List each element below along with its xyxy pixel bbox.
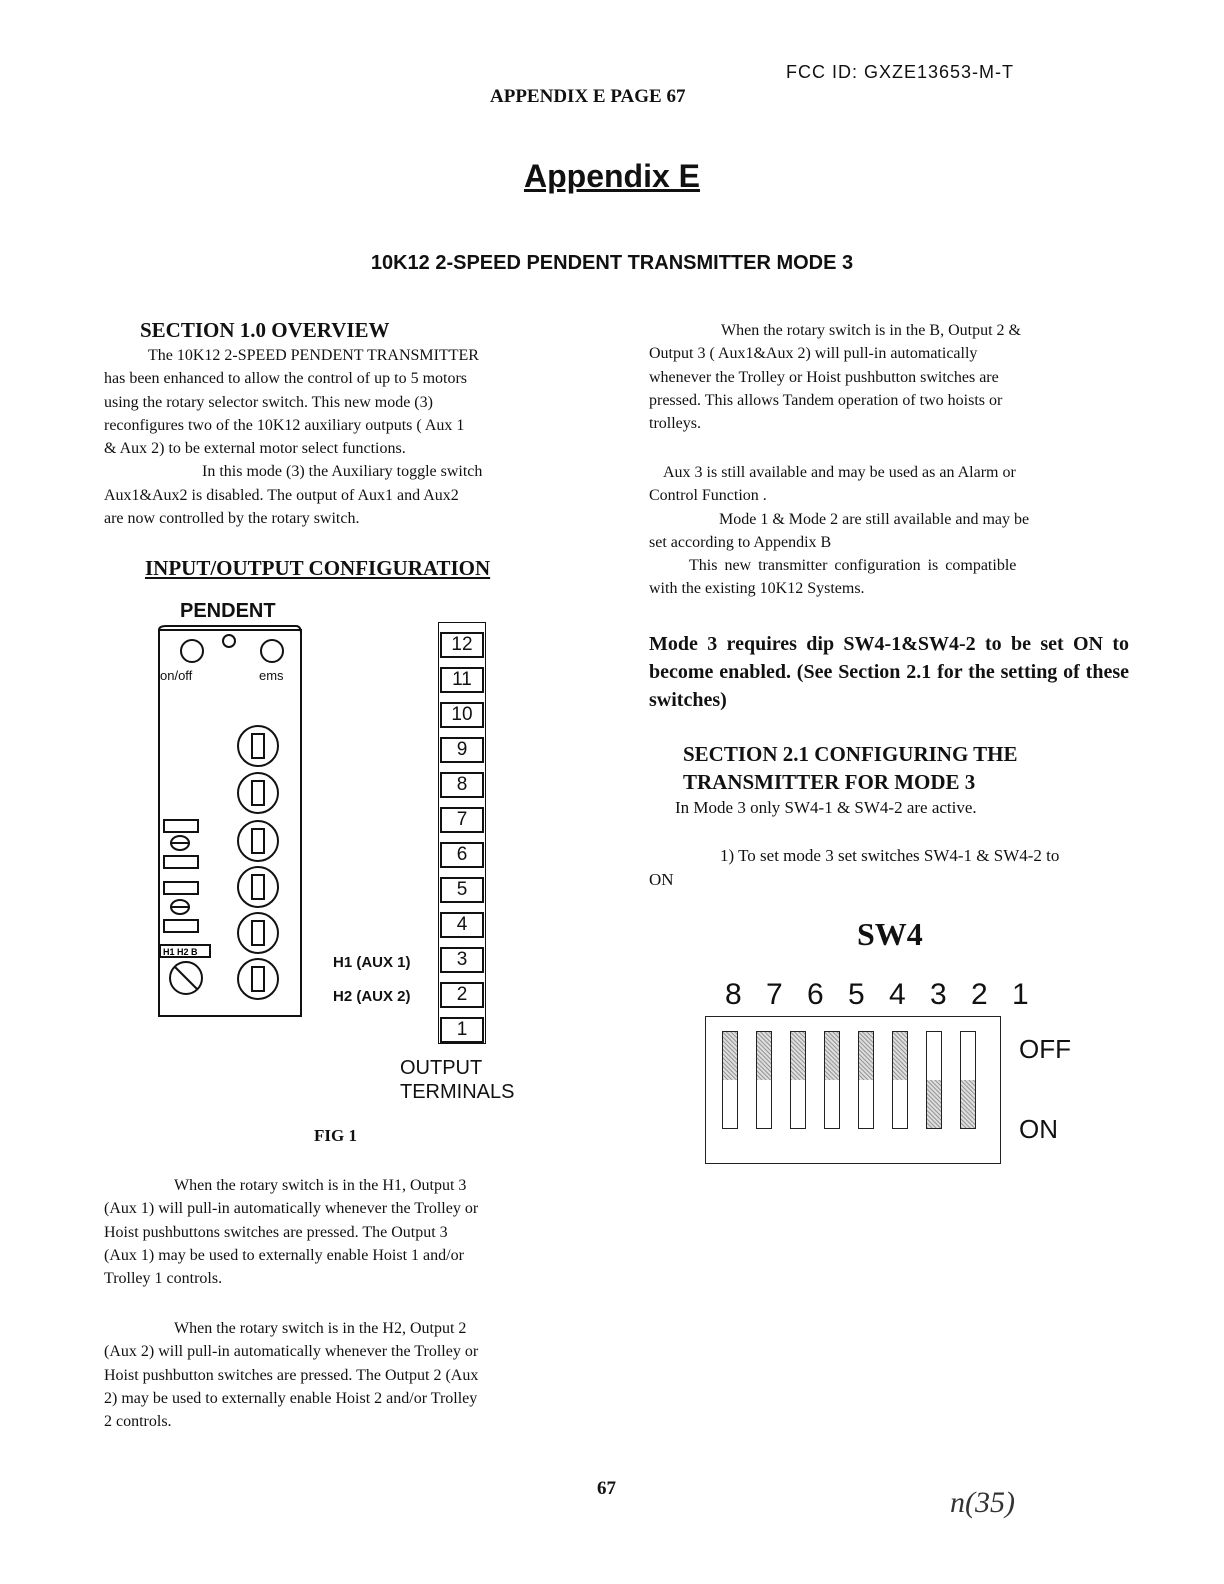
sw4-dip-switch: [705, 1016, 1001, 1164]
body-line: When the rotary switch is in the B, Output 2 &: [721, 322, 1021, 339]
dip-toggle-6[interactable]: [790, 1031, 806, 1129]
terminal-9: 9: [440, 737, 484, 763]
body-line: are now controlled by the rotary switch.: [104, 510, 360, 528]
body-line: Hoist pushbutton switches are pressed. The Output 2 (Aux: [104, 1366, 479, 1384]
body-line: Mode 1 & Mode 2 are still available and may be: [719, 510, 1030, 528]
h1-paragraph-text: [104, 1174, 584, 1290]
onoff-label: on/off: [160, 668, 193, 683]
pendent-label: PENDENT: [180, 600, 276, 622]
output-terminals-label: [400, 1056, 514, 1104]
body-line: & Aux 2) to be external motor select functions.: [104, 440, 406, 458]
dip-toggle-lever: [961, 1080, 975, 1128]
aux-toggle-icons: [164, 820, 198, 932]
pendent-diagram: [156, 624, 306, 1020]
aux3-paragraph-text: [649, 461, 1129, 601]
body-line: 2 controls.: [104, 1413, 172, 1431]
body-line: (Aux 2) will pull-in automatically whenever the Trolley or: [104, 1343, 479, 1361]
body-line: Control Function .: [649, 487, 767, 505]
terminal-6: 6: [440, 842, 484, 868]
dip-toggle-4[interactable]: [858, 1031, 874, 1129]
section-1-heading: SECTION 1.0 OVERVIEW: [140, 318, 390, 342]
terminal-2: 2: [440, 982, 484, 1008]
dip-toggle-lever: [893, 1032, 907, 1080]
dip-toggle-5[interactable]: [824, 1031, 840, 1129]
body-line: Aux1&Aux2 is disabled. The output of Aux1 and Aux2: [104, 486, 459, 504]
page-header: APPENDIX E PAGE 67: [490, 86, 686, 107]
fcc-id: FCC ID: GXZE13653-M-T: [786, 62, 1015, 82]
body-line: Output 3 ( Aux1&Aux 2) will pull-in automatically: [649, 345, 978, 363]
appendix-title-text: Appendix E: [523, 158, 700, 194]
dip-toggle-lever: [859, 1032, 873, 1080]
pushbutton-icons: [238, 726, 278, 999]
fig-caption: FIG 1: [314, 1126, 357, 1145]
body-line: (Aux 1) may be used to externally enable Hoist 1 and/or: [104, 1246, 464, 1264]
body-line: This new transmitter configuration is compatible: [689, 557, 1017, 575]
selector-label: H1 H2 B: [163, 947, 198, 957]
sw4-number: 3: [930, 978, 947, 1011]
terminal-3: 3: [440, 947, 484, 973]
body-line: pressed. This allows Tandem operation of two hoists or: [649, 391, 1003, 409]
output-label-line-2: TERMINALS: [400, 1081, 515, 1103]
b-paragraph: [649, 319, 1129, 435]
h2-paragraph-text: [104, 1317, 584, 1433]
dip-toggle-lever: [723, 1032, 737, 1080]
sw4-number: 1: [1012, 978, 1029, 1011]
sw4-number: 2: [971, 978, 988, 1011]
body-line: 2) may be used to externally enable Hoist 2 and/or Trolley: [104, 1389, 478, 1407]
body-line: trolleys.: [649, 415, 701, 433]
b-paragraph-text: [649, 319, 1129, 435]
h2-aux2-label: H2 (AUX 2): [333, 988, 411, 1005]
terminal-1: 1: [440, 1017, 484, 1043]
body-line: using the rotary selector switch. This new mode (3): [104, 393, 433, 411]
body-line: Aux 3 is still available and may be used as an Alarm or: [663, 464, 1016, 481]
mode3-note: Mode 3 requires dip SW4-1&SW4-2 to be set ON to become enabled. (See Section 2.1 for the setting of these switches): [649, 633, 1129, 711]
indicator-light-icon: [223, 635, 235, 647]
sw4-number: 6: [807, 978, 824, 1011]
body-line: with the existing 10K12 Systems.: [649, 580, 865, 598]
dip-toggle-lever: [825, 1032, 839, 1080]
sw4-off-label: OFF: [1019, 1034, 1071, 1064]
sw4-on-label: ON: [1019, 1114, 1058, 1144]
terminal-10: 10: [440, 702, 484, 728]
document-subtitle: 10K12 2-SPEED PENDENT TRANSMITTER MODE 3: [370, 252, 854, 274]
sw4-toggle-row: [722, 1031, 992, 1141]
appendix-title: [0, 158, 1224, 195]
io-config-heading: INPUT/OUTPUT CONFIGURATION: [145, 556, 491, 580]
dip-toggle-1[interactable]: [960, 1031, 976, 1129]
sw4-title: SW4: [857, 916, 923, 952]
output-label-line-1: OUTPUT: [400, 1057, 483, 1079]
step-1-continued: ON: [649, 870, 674, 889]
dip-toggle-lever: [757, 1032, 771, 1080]
terminal-8: 8: [440, 772, 484, 798]
section-2-1-heading: [683, 740, 1018, 796]
body-line: In this mode (3) the Auxiliary toggle switch: [202, 463, 483, 481]
body-line: set according to Appendix B: [649, 533, 832, 551]
body-line: Hoist pushbuttons switches are pressed. The Output 3: [104, 1223, 448, 1241]
dip-toggle-lever: [927, 1080, 941, 1128]
section-2-1-heading-line-1: SECTION 2.1 CONFIGURING THE: [683, 742, 1018, 766]
active-switches-line: In Mode 3 only SW4-1 & SW4-2 are active.: [675, 798, 977, 817]
h1-paragraph: [104, 1174, 584, 1290]
terminal-11: 11: [440, 667, 484, 693]
ems-label: ems: [259, 668, 284, 683]
sw4-number: 7: [766, 978, 783, 1011]
sw4-number: 5: [848, 978, 865, 1011]
dip-toggle-2[interactable]: [926, 1031, 942, 1129]
body-line: whenever the Trolley or Hoist pushbutton switches are: [649, 368, 999, 386]
terminal-7: 7: [440, 807, 484, 833]
terminal-5: 5: [440, 877, 484, 903]
sw4-number: 4: [889, 978, 906, 1011]
terminal-4: 4: [440, 912, 484, 938]
dip-toggle-8[interactable]: [722, 1031, 738, 1129]
body-line: has been enhanced to allow the control of up to 5 motors: [104, 370, 468, 388]
section-1-body-text: [104, 344, 574, 530]
h2-paragraph: [104, 1317, 584, 1433]
page-number: 67: [597, 1478, 616, 1499]
body-line: When the rotary switch is in the H1, Output 3: [174, 1177, 467, 1194]
dip-toggle-3[interactable]: [892, 1031, 908, 1129]
sw4-number: 8: [725, 978, 742, 1011]
body-line: reconfigures two of the 10K12 auxiliary outputs ( Aux 1: [104, 416, 465, 434]
aux3-paragraph: [649, 461, 1129, 601]
dip-toggle-lever: [791, 1032, 805, 1080]
body-line: When the rotary switch is in the H2, Output 2: [174, 1320, 467, 1337]
handwritten-mark: n(35): [950, 1486, 1015, 1519]
ems-button-icon: [261, 640, 283, 662]
h1-aux1-label: H1 (AUX 1): [333, 954, 411, 971]
section-1-body: [104, 344, 574, 530]
section-2-1-heading-line-2: TRANSMITTER FOR MODE 3: [683, 770, 976, 794]
terminal-12: 12: [440, 632, 484, 658]
step-1: 1) To set mode 3 set switches SW4-1 & SW4-2 to: [720, 846, 1060, 865]
onoff-button-icon: [181, 640, 203, 662]
body-line: (Aux 1) will pull-in automatically whenever the Trolley or: [104, 1200, 479, 1218]
body-line: The 10K12 2-SPEED PENDENT TRANSMITTER: [148, 347, 479, 364]
body-line: Trolley 1 controls.: [104, 1270, 223, 1288]
dip-toggle-7[interactable]: [756, 1031, 772, 1129]
